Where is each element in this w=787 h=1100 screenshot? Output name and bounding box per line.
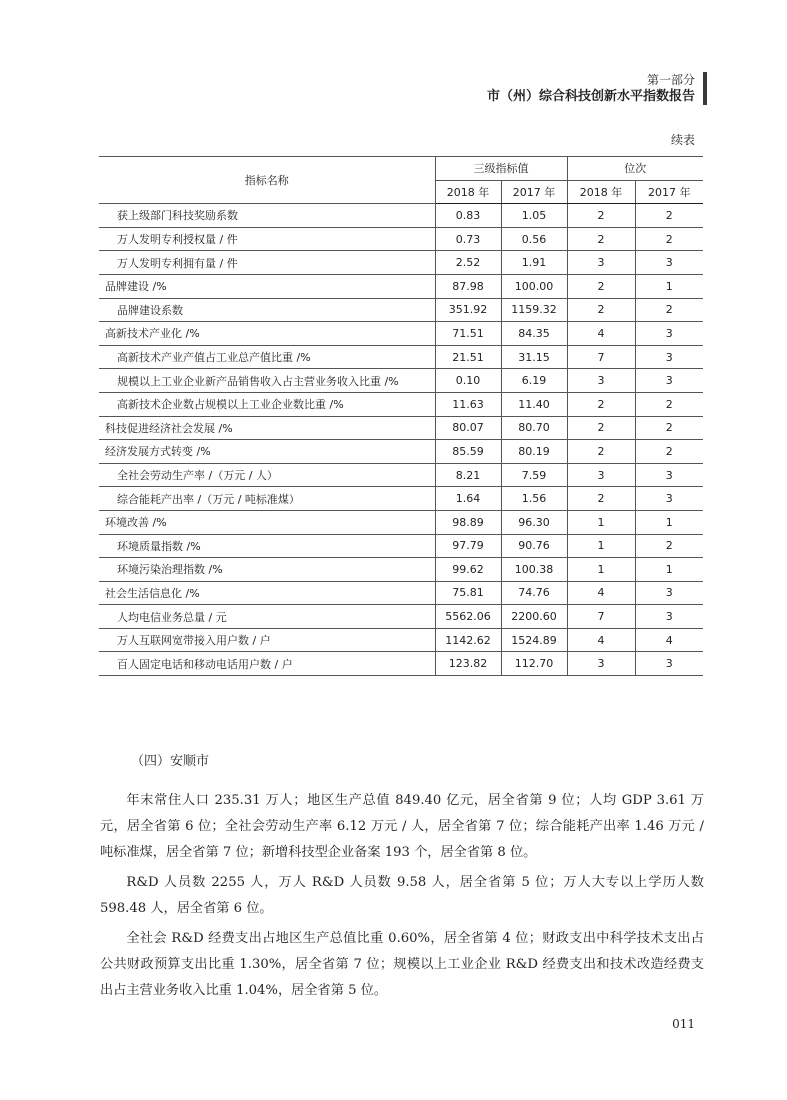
rank-2017-cell: 3 <box>635 369 703 393</box>
table-row <box>99 369 703 393</box>
header-value-2017: 2017 年 <box>501 180 567 204</box>
indicator-name-cell: 高新技术产业化 /% <box>99 322 435 346</box>
header-value-group: 三级指标值 <box>435 157 567 181</box>
value-2017-cell: 11.40 <box>501 392 567 416</box>
paragraph: R&D 人员数 2255 人，万人 R&D 人员数 9.58 人，居全省第 5 位；万人大专以上学历人数 598.48 人，居全省第 6 位。 <box>100 875 704 916</box>
value-2017-cell: 31.15 <box>501 345 567 369</box>
value-2018-cell: 1.64 <box>435 487 501 511</box>
value-2018-cell: 351.92 <box>435 298 501 322</box>
value-2018-cell: 85.59 <box>435 440 501 464</box>
rank-2017-cell: 3 <box>635 487 703 511</box>
rank-2017-cell: 2 <box>635 298 703 322</box>
body-text <box>100 788 704 1008</box>
value-2018-cell: 21.51 <box>435 345 501 369</box>
rank-2018-cell: 3 <box>567 251 635 275</box>
value-2017-cell: 112.70 <box>501 652 567 676</box>
indicator-name-cell: 品牌建设 /% <box>99 274 435 298</box>
table-row <box>99 605 703 629</box>
table-row <box>99 204 703 228</box>
value-2017-cell: 84.35 <box>501 322 567 346</box>
value-2018-cell: 99.62 <box>435 558 501 582</box>
value-2018-cell: 5562.06 <box>435 605 501 629</box>
rank-2018-cell: 1 <box>567 510 635 534</box>
rank-2018-cell: 2 <box>567 274 635 298</box>
value-2017-cell: 80.19 <box>501 440 567 464</box>
rank-2018-cell: 3 <box>567 652 635 676</box>
indicator-name-cell: 环境质量指数 /% <box>99 534 435 558</box>
value-2018-cell: 1142.62 <box>435 628 501 652</box>
header-rank-2018: 2018 年 <box>567 180 635 204</box>
indicator-name-cell: 环境污染治理指数 /% <box>99 558 435 582</box>
header-rank-2017: 2017 年 <box>635 180 703 204</box>
rank-2017-cell: 2 <box>635 440 703 464</box>
value-2017-cell: 1524.89 <box>501 628 567 652</box>
value-2017-cell: 7.59 <box>501 463 567 487</box>
value-2017-cell: 1159.32 <box>501 298 567 322</box>
value-2017-cell: 0.56 <box>501 227 567 251</box>
rank-2018-cell: 3 <box>567 369 635 393</box>
header-rank-group: 位次 <box>567 157 703 181</box>
indicator-name-cell: 经济发展方式转变 /% <box>99 440 435 464</box>
table-row <box>99 345 703 369</box>
value-2018-cell: 75.81 <box>435 581 501 605</box>
value-2018-cell: 0.73 <box>435 227 501 251</box>
continued-label: 续表 <box>670 133 695 147</box>
rank-2017-cell: 2 <box>635 392 703 416</box>
value-2017-cell: 1.56 <box>501 487 567 511</box>
rank-2018-cell: 3 <box>567 463 635 487</box>
indicator-name-cell: 获上级部门科技奖励系数 <box>99 204 435 228</box>
indicator-name-cell: 万人发明专利拥有量 / 件 <box>99 251 435 275</box>
table-row <box>99 463 703 487</box>
rank-2017-cell: 3 <box>635 652 703 676</box>
indicator-name-cell: 万人互联网宽带接入用户数 / 户 <box>99 628 435 652</box>
value-2018-cell: 71.51 <box>435 322 501 346</box>
rank-2018-cell: 2 <box>567 440 635 464</box>
indicator-name-cell: 综合能耗产出率 /（万元 / 吨标准煤） <box>99 487 435 511</box>
indicator-name-cell: 规模以上工业企业新产品销售收入占主营业务收入比重 /% <box>99 369 435 393</box>
rank-2018-cell: 2 <box>567 227 635 251</box>
value-2018-cell: 123.82 <box>435 652 501 676</box>
value-2018-cell: 0.10 <box>435 369 501 393</box>
table-body <box>99 204 703 676</box>
value-2018-cell: 8.21 <box>435 463 501 487</box>
rank-2017-cell: 3 <box>635 605 703 629</box>
rank-2017-cell: 3 <box>635 581 703 605</box>
value-2018-cell: 11.63 <box>435 392 501 416</box>
rank-2017-cell: 2 <box>635 534 703 558</box>
indicator-name-cell: 人均电信业务总量 / 元 <box>99 605 435 629</box>
section-heading: （四）安顺市 <box>131 754 210 769</box>
rank-2017-cell: 2 <box>635 416 703 440</box>
value-2017-cell: 90.76 <box>501 534 567 558</box>
value-2017-cell: 1.05 <box>501 204 567 228</box>
value-2017-cell: 2200.60 <box>501 605 567 629</box>
rank-2018-cell: 4 <box>567 628 635 652</box>
table-row <box>99 227 703 251</box>
table-row <box>99 487 703 511</box>
rank-2018-cell: 2 <box>567 204 635 228</box>
table-row <box>99 416 703 440</box>
rank-2017-cell: 3 <box>635 322 703 346</box>
rank-2018-cell: 2 <box>567 298 635 322</box>
rank-2018-cell: 1 <box>567 534 635 558</box>
running-header-part: 第一部分 <box>646 73 695 87</box>
rank-2018-cell: 4 <box>567 581 635 605</box>
rank-2017-cell: 2 <box>635 227 703 251</box>
rank-2018-cell: 7 <box>567 345 635 369</box>
table-row <box>99 440 703 464</box>
value-2017-cell: 74.76 <box>501 581 567 605</box>
value-2017-cell: 1.91 <box>501 251 567 275</box>
paragraph: 全社会 R&D 经费支出占地区生产总值比重 0.60%，居全省第 4 位；财政支出中科学技术支出占公共财政预算支出比重 1.30%，居全省第 7 位；规模以上工业企业 R&D 经费支出和技术改造经费支出占主营业务收入比重 1.04%，居全省第 5 位。 <box>100 931 704 998</box>
value-2017-cell: 96.30 <box>501 510 567 534</box>
rank-2017-cell: 3 <box>635 463 703 487</box>
rank-2018-cell: 7 <box>567 605 635 629</box>
value-2018-cell: 0.83 <box>435 204 501 228</box>
table-row <box>99 322 703 346</box>
rank-2017-cell: 3 <box>635 345 703 369</box>
table-row <box>99 652 703 676</box>
paragraph: 年末常住人口 235.31 万人；地区生产总值 849.40 亿元，居全省第 9 位；人均 GDP 3.61 万元，居全省第 6 位；全社会劳动生产率 6.12 万元 / 人，居全省第 7 位；综合能耗产出率 1.46 万元 / 吨标准煤，居全省第 7 位；新增科技型企业备案 193 个，居全省第 8 位。 <box>100 793 704 860</box>
table-row <box>99 581 703 605</box>
table-row <box>99 274 703 298</box>
indicator-name-cell: 万人发明专利授权量 / 件 <box>99 227 435 251</box>
table-row <box>99 628 703 652</box>
table-row <box>99 392 703 416</box>
value-2017-cell: 100.38 <box>501 558 567 582</box>
indicator-name-cell: 百人固定电话和移动电话用户数 / 户 <box>99 652 435 676</box>
rank-2017-cell: 1 <box>635 510 703 534</box>
table-row <box>99 510 703 534</box>
value-2017-cell: 6.19 <box>501 369 567 393</box>
indicator-name-cell: 环境改善 /% <box>99 510 435 534</box>
value-2017-cell: 80.70 <box>501 416 567 440</box>
indicator-table <box>99 156 703 676</box>
value-2018-cell: 98.89 <box>435 510 501 534</box>
table-row <box>99 558 703 582</box>
running-header-rule <box>703 72 707 105</box>
table-row <box>99 298 703 322</box>
indicator-name-cell: 高新技术企业数占规模以上工业企业数比重 /% <box>99 392 435 416</box>
rank-2018-cell: 2 <box>567 392 635 416</box>
rank-2017-cell: 1 <box>635 558 703 582</box>
value-2017-cell: 100.00 <box>501 274 567 298</box>
rank-2017-cell: 3 <box>635 251 703 275</box>
table-row <box>99 534 703 558</box>
running-header-title: 市（州）综合科技创新水平指数报告 <box>486 89 695 104</box>
indicator-name-cell: 科技促进经济社会发展 /% <box>99 416 435 440</box>
rank-2017-cell: 4 <box>635 628 703 652</box>
header-indicator-name: 指标名称 <box>99 157 435 204</box>
value-2018-cell: 80.07 <box>435 416 501 440</box>
indicator-name-cell: 品牌建设系数 <box>99 298 435 322</box>
indicator-name-cell: 全社会劳动生产率 /（万元 / 人） <box>99 463 435 487</box>
rank-2017-cell: 1 <box>635 274 703 298</box>
indicator-name-cell: 高新技术产业产值占工业总产值比重 /% <box>99 345 435 369</box>
rank-2018-cell: 1 <box>567 558 635 582</box>
rank-2018-cell: 4 <box>567 322 635 346</box>
table-row <box>99 251 703 275</box>
rank-2018-cell: 2 <box>567 416 635 440</box>
value-2018-cell: 2.52 <box>435 251 501 275</box>
page-number: 011 <box>672 1017 695 1031</box>
value-2018-cell: 97.79 <box>435 534 501 558</box>
rank-2017-cell: 2 <box>635 204 703 228</box>
indicator-name-cell: 社会生活信息化 /% <box>99 581 435 605</box>
header-value-2018: 2018 年 <box>435 180 501 204</box>
value-2018-cell: 87.98 <box>435 274 501 298</box>
rank-2018-cell: 2 <box>567 487 635 511</box>
